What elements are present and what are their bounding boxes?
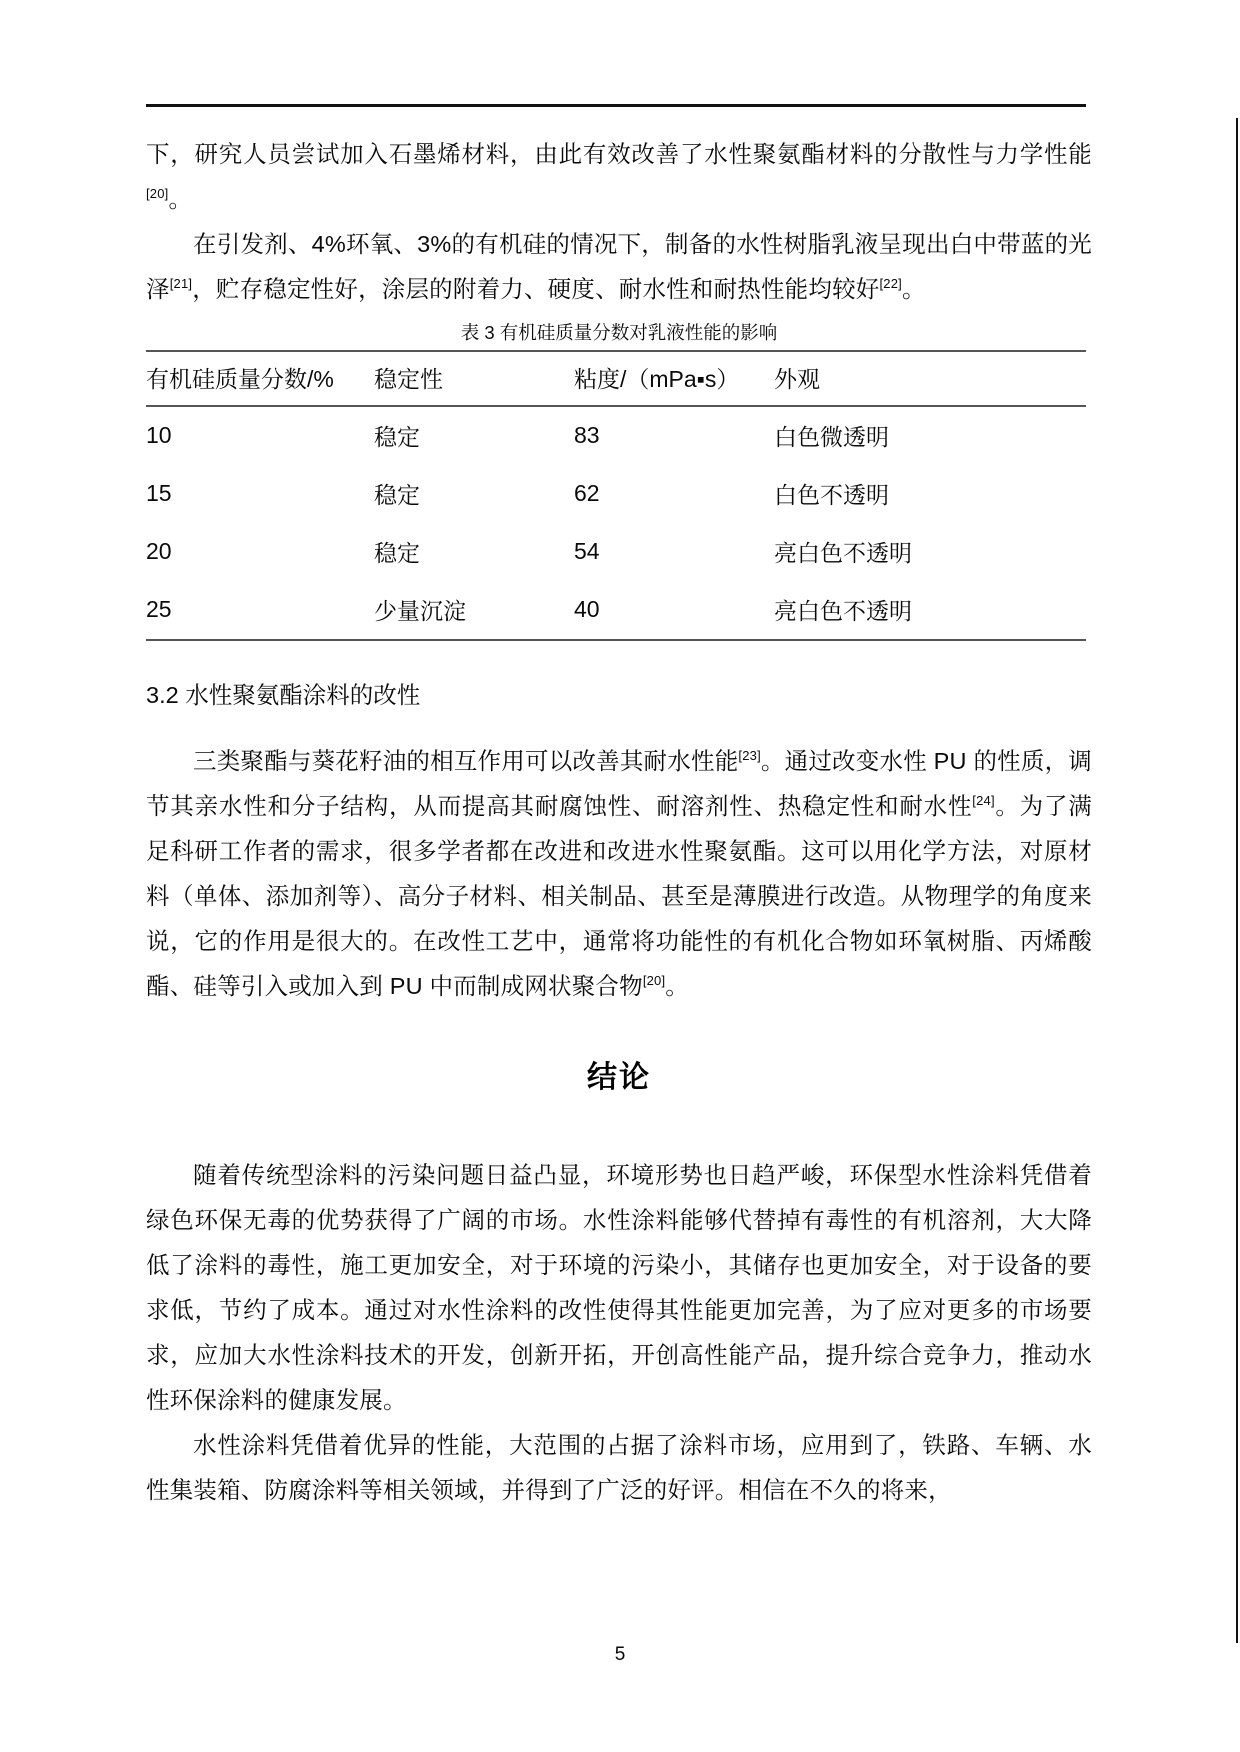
cell-content: 15 xyxy=(146,480,172,506)
spacer xyxy=(146,715,1092,739)
table-row xyxy=(146,465,1086,523)
paragraph-tail: 。 xyxy=(665,973,689,999)
cell-viscosity: 62 xyxy=(574,480,600,506)
paragraph-text: ，贮存稳定性好，涂层的附着力、硬度、耐水性和耐热性能均较好 xyxy=(192,276,880,302)
paragraph-conclusion-2: 水性涂料凭借着优异的性能，大范围的占据了涂料市场，应用到了，铁路、车辆、水性集装箱、防腐涂料等相关领域，并得到了广泛的好评。相信在不久的将来， xyxy=(146,1432,1092,1503)
section-heading-3-2: 3.2 水性聚氨酯涂料的改性 xyxy=(146,682,421,708)
citation-ref: [20] xyxy=(642,973,666,989)
cell-viscosity: 40 xyxy=(574,581,774,640)
page-edge-artifact xyxy=(1236,118,1238,1643)
paragraph-emulsion xyxy=(146,222,1092,312)
column-header-appearance: 外观 xyxy=(774,351,1086,406)
cell-appearance: 亮白色不透明 xyxy=(774,540,912,566)
table-row xyxy=(146,581,1086,640)
cell-appearance: 白色不透明 xyxy=(774,482,889,508)
column-header-stability: 稳定性 xyxy=(374,351,574,406)
citation-ref: [21] xyxy=(169,276,193,292)
paragraph-text: 。通过改变水性 PU 的性质，调节其亲水性和分子结构，从而提高其耐腐蚀性、耐溶剂性、热稳定性和耐水性 xyxy=(146,748,1092,819)
citation-ref: [22] xyxy=(879,276,902,292)
paragraph-modification xyxy=(146,739,1092,1009)
spacer xyxy=(146,1101,1092,1153)
cell-viscosity: 83 xyxy=(574,422,600,448)
paragraph-continuation xyxy=(146,132,1092,222)
silicone-effect-table xyxy=(146,350,1086,641)
paragraph-text: 三类聚酯与葵花籽油的相互作用可以改善其耐水性能 xyxy=(193,748,739,774)
cell-viscosity: 54 xyxy=(574,538,600,564)
cell-content: 20 xyxy=(146,538,172,564)
paragraph-text: 在引发剂、4%环氧、3%的有机硅的情况下，制备的水性树脂乳液呈现出白中带蓝的光泽 xyxy=(146,231,1092,302)
cell-content: 10 xyxy=(146,422,172,448)
cell-appearance: 白色微透明 xyxy=(774,424,889,450)
cell-content: 25 xyxy=(146,581,374,640)
table-caption: 表 3 有机硅质量分数对乳液性能的影响 xyxy=(460,322,778,343)
cell-stability: 少量沉淀 xyxy=(374,581,574,640)
paragraph-text: 。为了满足科研工作者的需求，很多学者都在改进和改进水性聚氨酯。这可以用化学方法，对原材料（单体、添加剂等）、高分子材料、相关制品、甚至是薄膜进行改造。从物理学的角度来说，它的作用是很大的。在改性工艺中，通常将功能性的有机化合物如环氧树脂、丙烯酸酯、硅等引入或加入到 PU 中而制成网状聚合物 xyxy=(146,793,1092,999)
column-header-content: 有机硅质量分数/% xyxy=(146,351,374,406)
table-row xyxy=(146,523,1086,581)
citation-ref: [23] xyxy=(738,748,761,764)
cell-stability: 稳定 xyxy=(374,540,420,566)
paragraph-tail: 。 xyxy=(901,276,926,302)
table-row xyxy=(146,406,1086,465)
paragraph-text: 下，研究人员尝试加入石墨烯材料，由此有效改善了水性聚氨酯材料的分散性与力学性能 xyxy=(146,141,1092,167)
table-header-row xyxy=(146,351,1086,406)
conclusion-heading: 结论 xyxy=(587,1061,651,1094)
header-rule xyxy=(146,104,1086,107)
column-header-viscosity: 粘度/（mPa▪s） xyxy=(574,351,774,406)
citation-ref: [24] xyxy=(972,793,995,809)
page-content xyxy=(146,132,1092,1513)
citation-ref: [20] xyxy=(146,186,169,202)
cell-stability: 稳定 xyxy=(374,482,420,508)
cell-appearance: 亮白色不透明 xyxy=(774,581,1086,640)
paragraph-conclusion-1: 随着传统型涂料的污染问题日益凸显，环境形势也日趋严峻，环保型水性涂料凭借着绿色环保无毒的优势获得了广阔的市场。水性涂料能够代替掉有毒性的有机溶剂，大大降低了涂料的毒性，施工更加安全，对于环境的污染小，其储存也更加安全，对于设备的要求低，节约了成本。通过对水性涂料的改性使得其性能更加完善，为了应对更多的市场要求，应加大水性涂料技术的开发，创新开拓，开创高性能产品，提升综合竞争力，推动水性环保涂料的健康发展。 xyxy=(146,1162,1092,1413)
page-number: 5 xyxy=(614,1644,626,1665)
paragraph-tail: 。 xyxy=(168,186,193,212)
spacer xyxy=(146,1009,1092,1055)
cell-stability: 稳定 xyxy=(374,424,420,450)
